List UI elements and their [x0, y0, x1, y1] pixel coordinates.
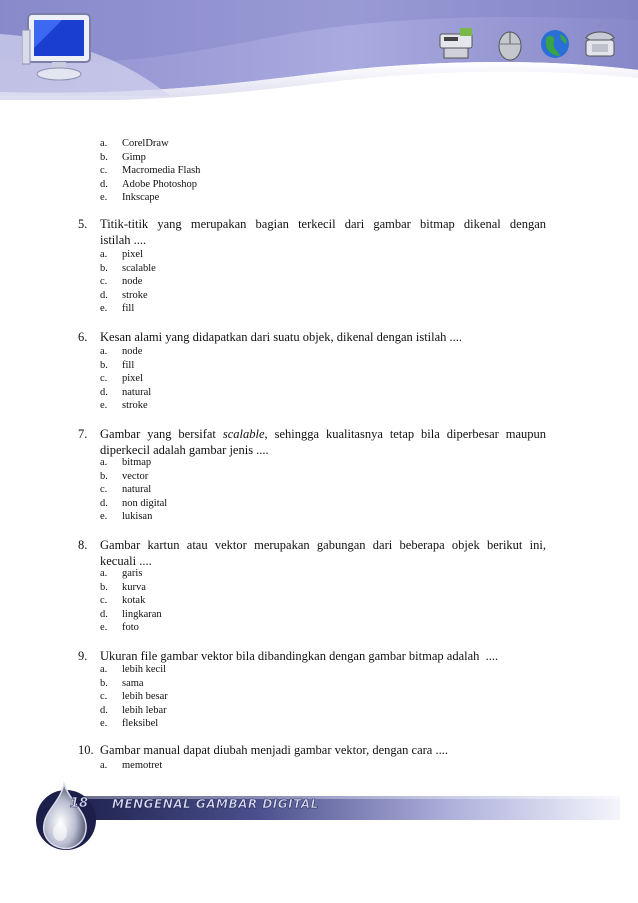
- telephone-icon: [582, 26, 618, 62]
- question-text: Gambar kartun atau vektor merupakan gabungan dari beberapa objek berikut ini, kecuali ....: [100, 538, 546, 568]
- question-number: 6.: [78, 330, 88, 344]
- question-number: 9.: [78, 649, 88, 663]
- page-number: 18: [70, 796, 89, 811]
- monitor-icon: [22, 10, 104, 84]
- mouse-icon: [492, 26, 528, 62]
- chapter-title: MENGENAL GAMBAR DIGITAL: [112, 797, 319, 811]
- globe-icon: [538, 26, 572, 62]
- page-footer: [0, 770, 638, 870]
- page-header-banner: [0, 0, 638, 100]
- question-number: 10.: [78, 743, 94, 757]
- scanner-icon: [436, 26, 480, 62]
- question-number: 7.: [78, 427, 88, 441]
- question-number: 5.: [78, 217, 88, 231]
- question-text: Titik-titik yang merupakan bagian terkecil dari gambar bitmap dikenal dengan istilah ....: [100, 217, 546, 247]
- question-text: Gambar yang bersifat scalable, sehingga kualitasnya tetap bila diperbesar maupun diperkecil adalah gambar jenis ....: [100, 427, 546, 457]
- question-text: Gambar manual dapat diubah menjadi gambar vektor, dengan cara ....: [100, 743, 448, 757]
- question-text: Kesan alami yang didapatkan dari suatu objek, dikenal dengan istilah ....: [100, 330, 463, 344]
- italic-term: scalable: [222, 427, 265, 441]
- water-drop-logo: [30, 776, 102, 856]
- question-number: 8.: [78, 538, 88, 552]
- question-text: Ukuran file gambar vektor bila dibandingkan dengan gambar bitmap adalah ....: [100, 649, 499, 663]
